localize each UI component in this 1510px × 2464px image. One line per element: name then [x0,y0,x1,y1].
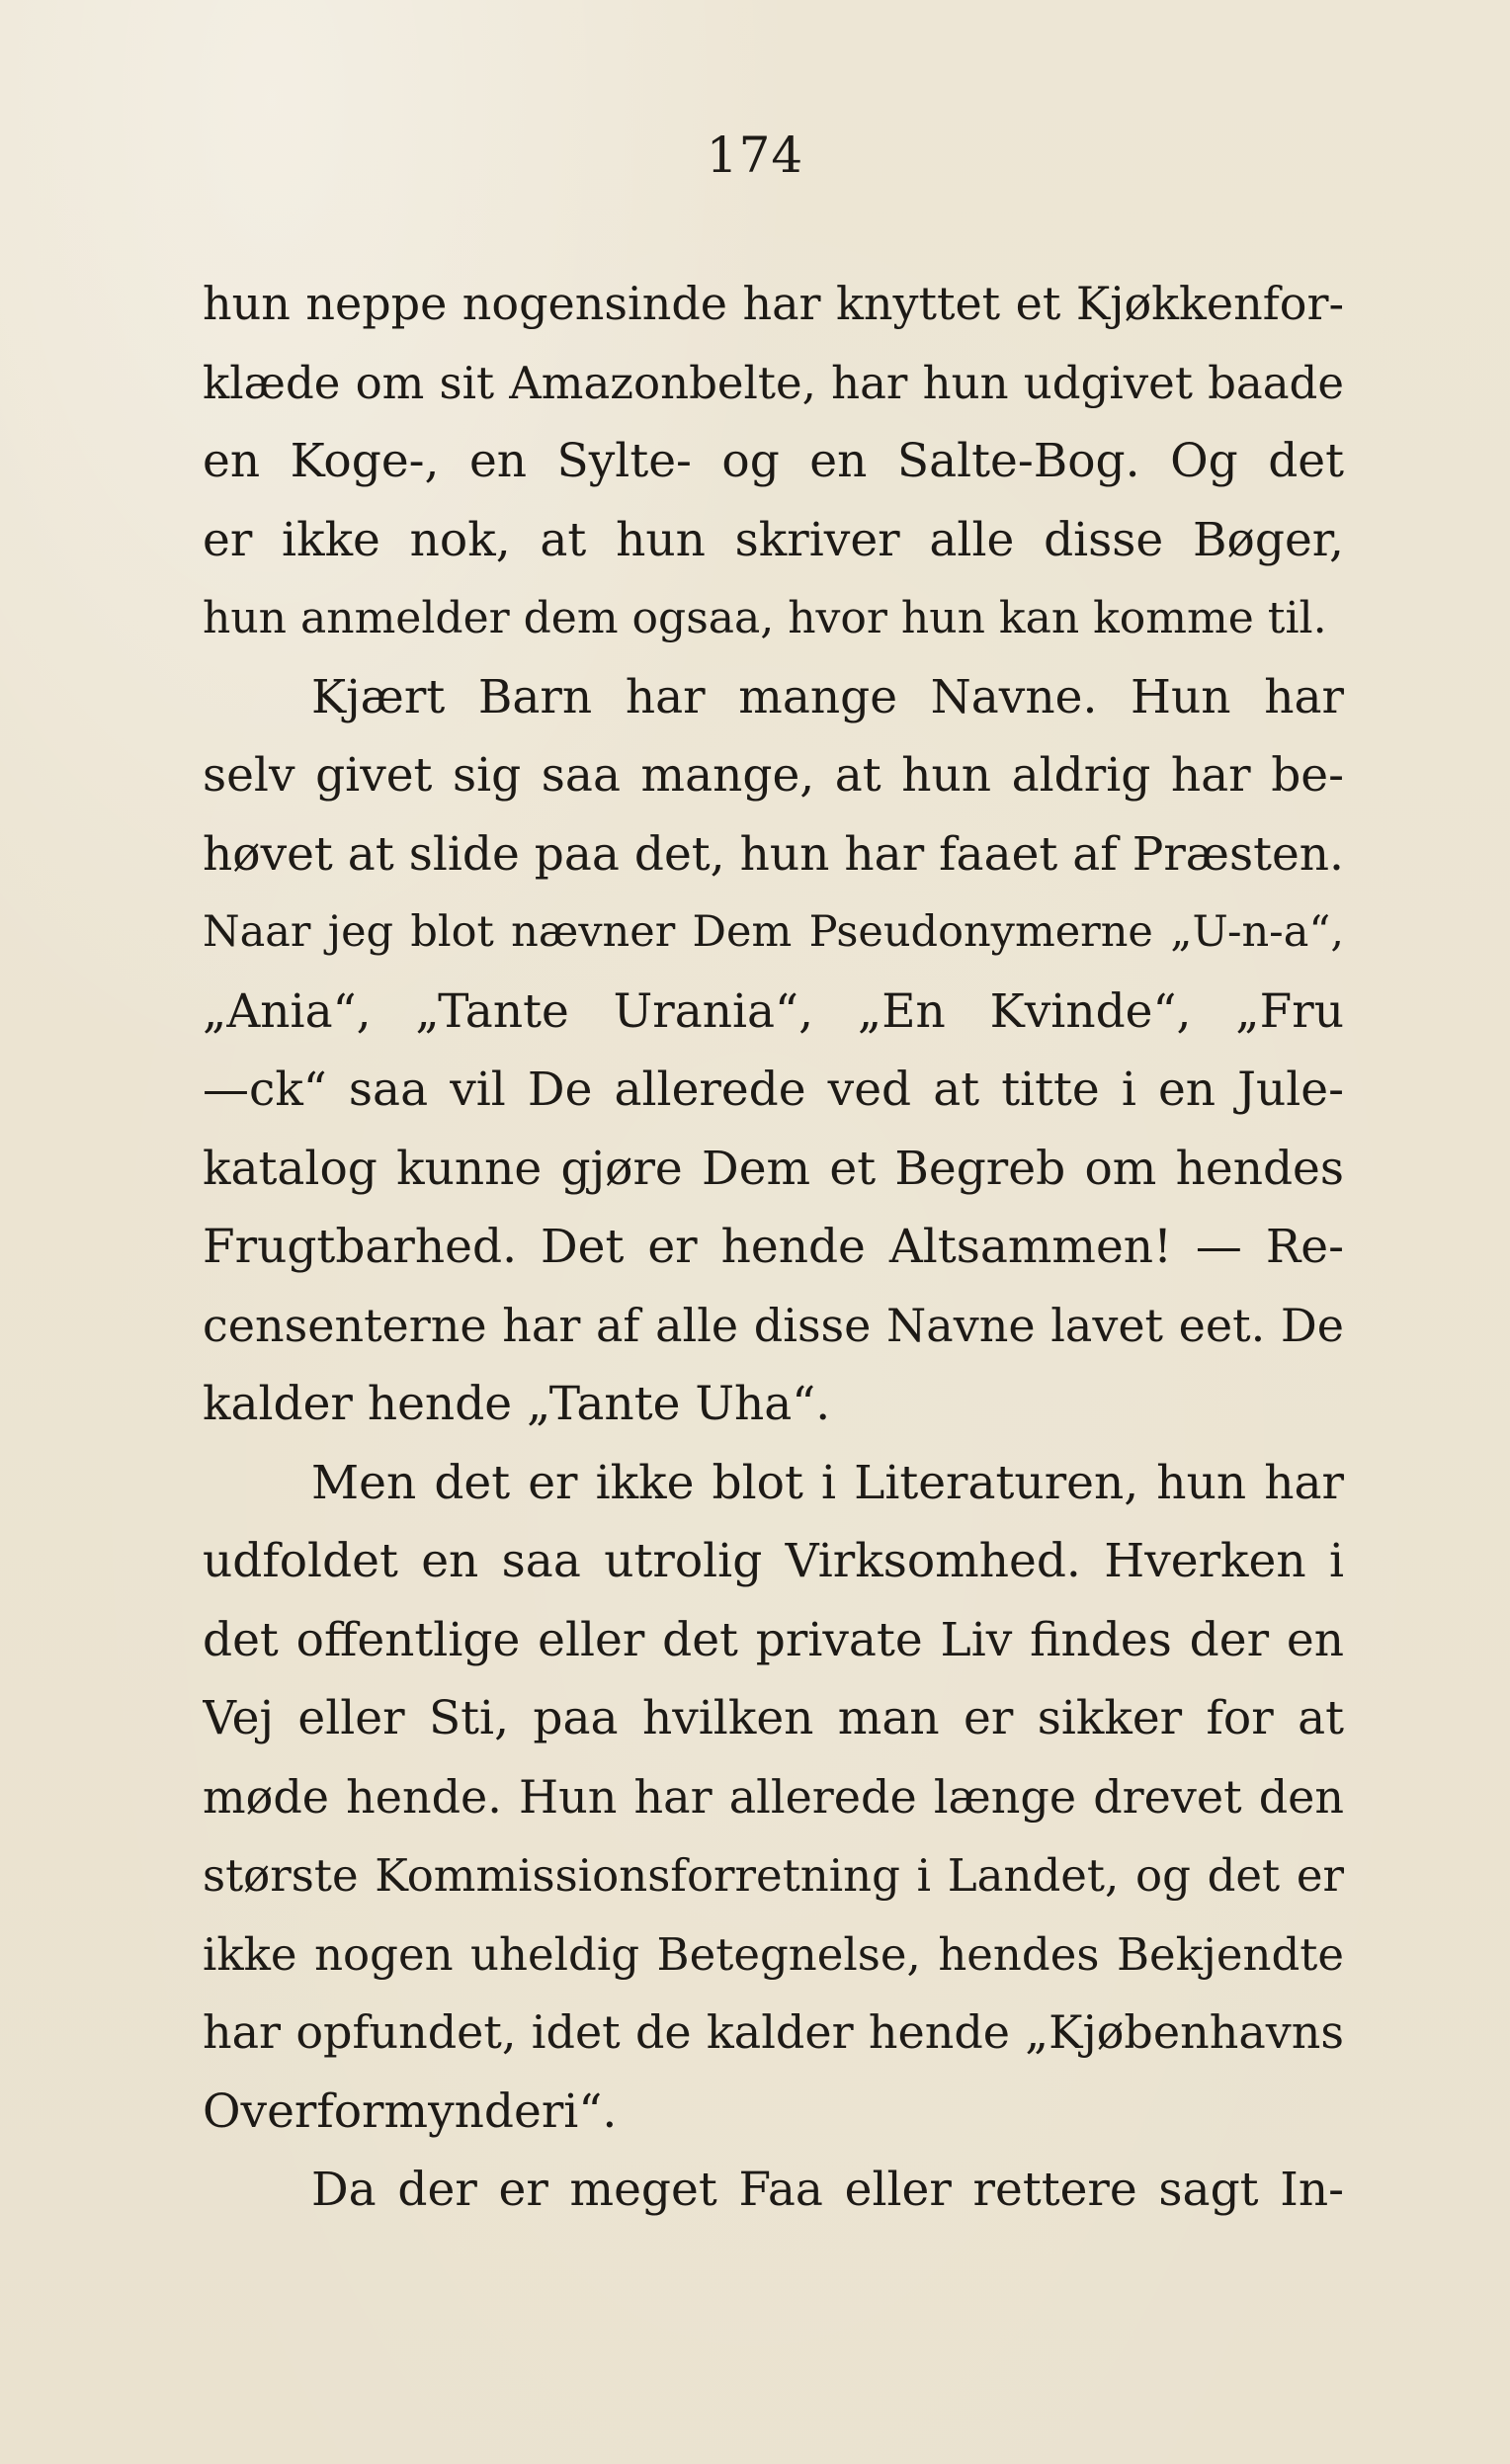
text-line: Vej eller Sti, paa hvilken man er sikker for at [203,1691,1344,1745]
text-line: er ikke nok, at hun skriver alle disse Bøger, [203,512,1344,567]
text-line: møde hende. Hun har allerede længe drevet den [203,1769,1344,1824]
text-line: udfoldet en saa utrolig Virksomhed. Hverken i [203,1534,1344,1588]
text-line: Men det er ikke blot i Literaturen, hun har [311,1455,1344,1510]
text-line: klæde om sit Amazonbelte, har hun udgivet baade [203,356,1344,409]
text-line: høvet at slide paa det, hun har faaet af Præsten. [203,826,1344,882]
text-line: Da der er meget Faa eller rettere sagt In- [311,2163,1344,2217]
text-line: ikke nogen uheldig Betegnelse, hendes Bekjendte [203,1927,1344,1981]
text-line: katalog kunne gjøre Dem et Begreb om hendes [203,1141,1344,1196]
text-line: Naar jeg blot nævner Dem Pseudonymerne „U-n-a“, [203,907,1344,957]
text-line: hun anmelder dem ogsaa, hvor hun kan komme til. [203,593,1327,643]
text-line: Overformynderi“. [203,2083,618,2139]
text-line: hun neppe nogensinde har knyttet et Kjøkkenfor- [203,277,1344,330]
text-line: „Ania“, „Tante Urania“, „En Kvinde“, „Fru [203,983,1344,1039]
text-line: Frugtbarhed. Det er hende Altsammen! — Re- [203,1220,1344,1274]
text-line: selv givet sig saa mange, at hun aldrig har be- [203,748,1344,803]
body-text [203,265,1344,2230]
text-line: det offentlige eller det private Liv findes der en [203,1612,1344,1667]
text-line: kalder hende „Tante Uha“. [203,1377,831,1431]
text-line: har opfundet, idet de kalder hende „Kjøbenhavns [203,2005,1344,2059]
text-line: censenterne har af alle disse Navne lavet eet. De [203,1298,1344,1352]
text-line: —ck“ saa vil De allerede ved at titte i en Jule- [203,1062,1344,1117]
text-line: Kjært Barn har mange Navne. Hun har [311,669,1344,724]
page-number: 174 [706,127,804,184]
text-line: største Kommissionsforretning i Landet, og det er [203,1849,1344,1902]
text-line: en Koge-, en Sylte- og en Salte-Bog. Og det [203,434,1344,488]
